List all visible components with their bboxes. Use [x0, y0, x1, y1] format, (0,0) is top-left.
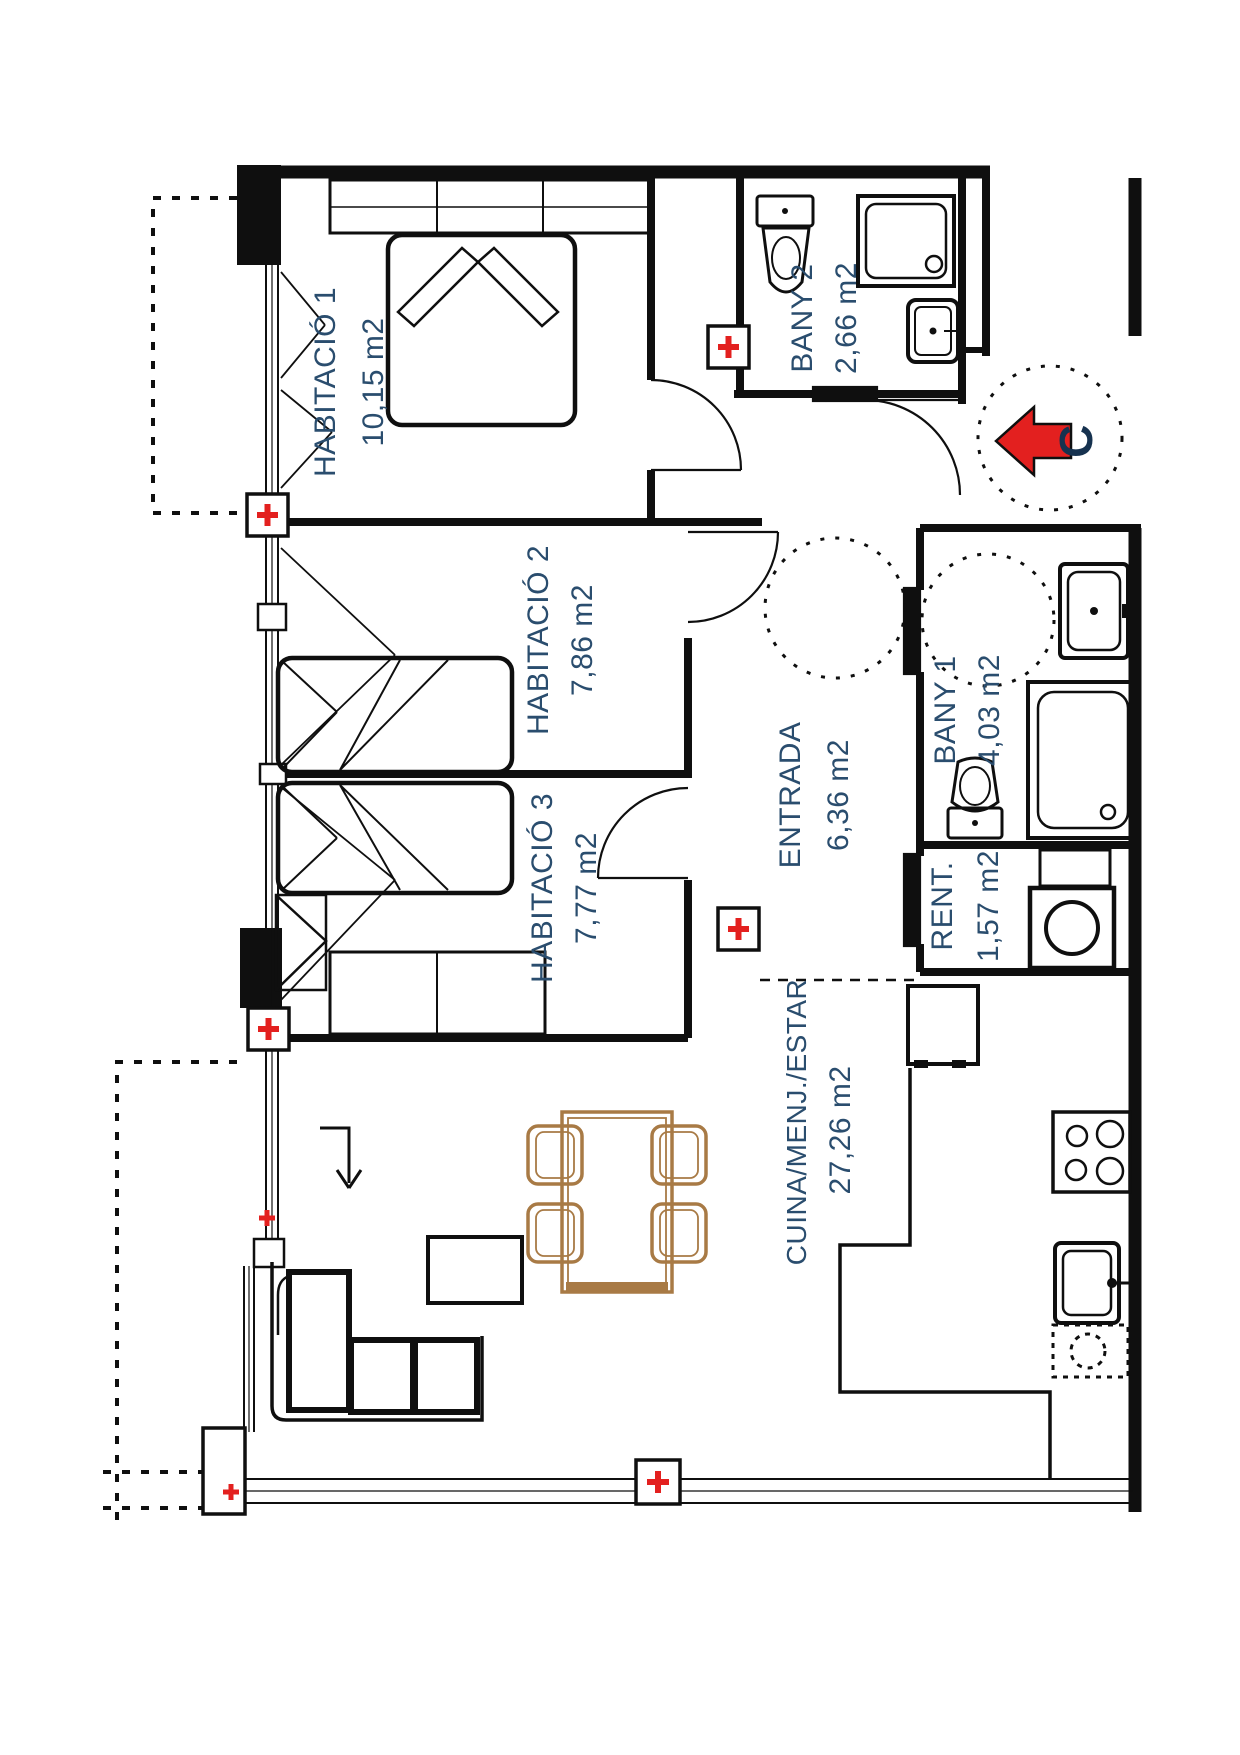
door-leaf-bany1 [904, 588, 920, 674]
blanket-fold [340, 660, 448, 770]
cross-box [248, 1008, 289, 1050]
label-habitacio-3 [526, 793, 603, 983]
down-arrow-icon [320, 1128, 361, 1188]
label-bany-1 [929, 654, 1006, 766]
unit-letter-text: C [1050, 424, 1102, 458]
room-area: 27,26 m2 [824, 1065, 857, 1195]
door-swing-arc [688, 532, 778, 622]
tv-stand [428, 1237, 522, 1303]
label-rentador [926, 850, 1005, 962]
label-unit-letter [1050, 424, 1102, 458]
washbasin-bany2 [908, 300, 958, 362]
door-habitacio-3 [598, 788, 688, 878]
label-entrada [774, 722, 855, 869]
shower-bany2 [858, 196, 954, 286]
cross-box [718, 908, 759, 950]
cross-box [708, 326, 749, 368]
room-name: RENT. [926, 861, 959, 951]
dining-table [562, 1112, 672, 1292]
door-swing-arc [598, 788, 688, 878]
turning-circle-entrada [765, 538, 905, 678]
doors [598, 380, 960, 980]
cooktop [1053, 1112, 1130, 1192]
pillow [283, 662, 337, 768]
dotted-projection-outlines [103, 198, 264, 1528]
room-area: 10,15 m2 [357, 317, 390, 447]
room-area: 4,03 m2 [973, 654, 1006, 766]
bathtub [1028, 682, 1138, 838]
pillow [283, 787, 337, 889]
kitchen-sink [1055, 1243, 1130, 1323]
door-habitacio-2 [688, 532, 778, 622]
door-swing-arc [865, 400, 960, 495]
door-habitacio-1 [651, 380, 741, 470]
washing-machine [1030, 888, 1114, 968]
dining-chair [652, 1126, 706, 1184]
single-bed-hab3 [278, 783, 512, 893]
room-name: BANY 2 [786, 263, 819, 373]
dining-chair [528, 1204, 582, 1262]
room-area: 1,57 m2 [972, 850, 1005, 962]
label-habitacio-2 [522, 545, 599, 735]
cross-box [636, 1460, 680, 1504]
kitchen-living [272, 986, 1130, 1478]
dining-chair [652, 1204, 706, 1262]
wardrobe-hab3 [330, 952, 545, 1034]
room-name: HABITACIÓ 1 [309, 287, 342, 477]
pillow [398, 248, 478, 326]
window-mullion [258, 604, 286, 630]
fridge [908, 986, 978, 1068]
door-leaf-rent [904, 854, 920, 946]
dishwasher [1053, 1325, 1128, 1377]
dining-chair [528, 1126, 582, 1184]
room-area: 2,66 m2 [830, 262, 863, 374]
single-bed-hab2 [278, 658, 512, 772]
room-name: ENTRADA [774, 721, 807, 869]
kitchen-counter [840, 1068, 1050, 1478]
utility-cross-boxes [223, 326, 759, 1504]
room-area: 7,86 m2 [566, 584, 599, 696]
door-hinge-bany2 [813, 387, 825, 401]
room-labels [309, 262, 1102, 1265]
double-bed [388, 235, 575, 425]
door-swing-arc [651, 380, 741, 470]
washbasin-bany1 [1060, 564, 1132, 658]
label-cuina [781, 979, 857, 1265]
dining-table-set [528, 1112, 706, 1292]
label-habitacio-1 [309, 287, 390, 477]
room-area: 6,36 m2 [822, 739, 855, 851]
room-name: HABITACIÓ 2 [522, 545, 555, 735]
wall-pier [237, 165, 281, 265]
laundry-shelf [1040, 850, 1110, 886]
room-name: HABITACIÓ 3 [526, 793, 559, 983]
room-name: CUINA/MENJ./ESTAR [781, 978, 812, 1266]
room-area: 7,77 m2 [570, 832, 603, 944]
blanket-fold [340, 785, 448, 890]
door-leaf-bany2 [827, 387, 877, 401]
cross-box [247, 494, 288, 536]
label-bany-2 [786, 262, 863, 374]
toilet-bany1 [948, 758, 1002, 838]
window-sill-block [254, 1239, 284, 1267]
sofa [272, 1262, 482, 1420]
door-main-entrance [865, 400, 960, 495]
crib [276, 895, 326, 990]
pillow [478, 248, 558, 326]
corner-block [203, 1428, 245, 1514]
wardrobe-hab1 [330, 180, 650, 233]
room-name: BANY 1 [929, 655, 962, 765]
